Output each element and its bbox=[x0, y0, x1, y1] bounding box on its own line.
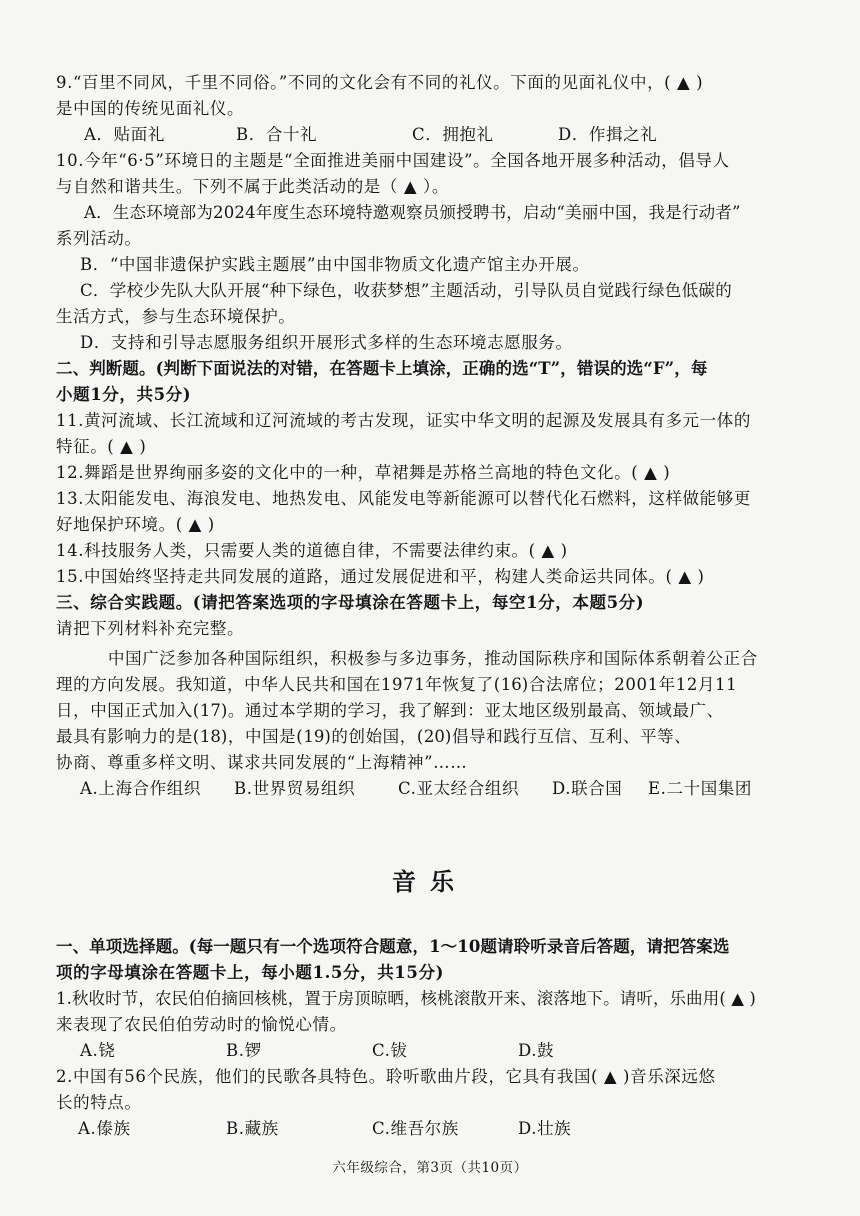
q10-option-c-line2: 生活方式，参与生态环境保护。 bbox=[56, 307, 296, 326]
page-footer: 六年级综合，第3页（共10页） bbox=[332, 1160, 528, 1176]
q10-stem-line2: 与自然和谐共生。下列不属于此类活动的是（ ▲ ）。 bbox=[56, 177, 449, 196]
music-q2-options bbox=[78, 1118, 571, 1140]
q9-option-d: D．作揖之礼 bbox=[558, 125, 658, 144]
blank-20-mark: 20 bbox=[423, 727, 445, 746]
q10-option-b: B．“中国非遗保护实践主题展”由中国非物质文化遗产馆主办开展。 bbox=[80, 255, 590, 274]
passage-option-d: D.联合国 bbox=[552, 779, 623, 798]
music-q1-line2: 来表现了农民伯伯劳动时的愉悦心情。 bbox=[56, 1015, 347, 1034]
passage-option-b: B.世界贸易组织 bbox=[234, 779, 356, 798]
music-q1-option-b: B.锣 bbox=[226, 1041, 262, 1060]
section2-heading-line1: 二、判断题。(判断下面说法的对错，在答题卡上填涂，正确的选“T”，错误的选“F”，每 bbox=[56, 359, 708, 378]
passage-options bbox=[80, 778, 752, 800]
blank-19-mark: 19 bbox=[303, 727, 325, 746]
section2-heading-line2: 小题1分，共5分) bbox=[56, 385, 192, 404]
music-q1-options bbox=[80, 1040, 554, 1062]
music-q2-option-b: B.藏族 bbox=[226, 1119, 279, 1138]
music-section1-heading-line2: 项的字母填涂在答题卡上，每小题1.5分，共15分) bbox=[56, 963, 444, 982]
passage-line4: 最具有影响力的是(18)，中国是(19)的创始国，(20)倡导和践行互信、互利、平等、 bbox=[56, 727, 692, 746]
q11-line1: 11.黄河流域、长江流域和辽河流域的考古发现，证实中华文明的起源及发展具有多元一体的 bbox=[56, 411, 751, 430]
q9-option-c: C．拥抱礼 bbox=[412, 125, 494, 144]
passage-option-c: C.亚太经合组织 bbox=[398, 779, 520, 798]
passage-line5: 协商、尊重多样文明、谋求共同发展的“上海精神”…… bbox=[56, 753, 468, 772]
q10-stem-line1: 10.今年“6·5”环境日的主题是“全面推进美丽中国建设”。全国各地开展多种活动，倡导人 bbox=[56, 151, 730, 170]
music-section-title: 音乐 bbox=[392, 867, 468, 896]
q9-option-b: B．合十礼 bbox=[236, 125, 318, 144]
blank-17-mark: 17 bbox=[199, 701, 221, 720]
music-q2-option-d: D.壮族 bbox=[518, 1119, 572, 1138]
music-q2-line2: 长的特点。 bbox=[56, 1093, 142, 1112]
music-q1-line1: 1.秋收时节，农民伯伯摘回核桃，置于房顶晾晒，核桃滚散开来、滚落地下。请听，乐曲用( ▲ ) bbox=[56, 989, 756, 1008]
q12: 12.舞蹈是世界绚丽多姿的文化中的一种，草裙舞是苏格兰高地的特色文化。( ▲ ) bbox=[56, 463, 671, 482]
passage-option-a: A.上海合作组织 bbox=[80, 779, 201, 798]
passage-line2: 理的方向发展。我知道，中华人民共和国在1971年恢复了(16)合法席位；2001年12月11 bbox=[56, 675, 738, 694]
music-q1-option-a: A.铙 bbox=[80, 1041, 116, 1060]
q14: 14.科技服务人类，只需要人类的道德自律，不需要法律约束。( ▲ ) bbox=[56, 541, 568, 560]
passage-line1: 中国广泛参加各种国际组织，积极参与多边事务，推动国际秩序和国际体系朝着公正合 bbox=[108, 649, 758, 668]
section3-instruction: 请把下列材料补充完整。 bbox=[56, 619, 245, 638]
music-section1-heading-line1: 一、单项选择题。(每一题只有一个选项符合题意，1～10题请聆听录音后答题，请把答案选 bbox=[56, 937, 730, 956]
q15: 15.中国始终坚持走共同发展的道路，通过发展促进和平，构建人类命运共同体。( ▲ ) bbox=[56, 567, 705, 586]
q10-option-a-line1: A．生态环境部为2024年度生态环境特邀观察员颁授聘书，启动“美丽中国，我是行动者” bbox=[84, 203, 741, 222]
blank-16-mark: 16 bbox=[500, 675, 522, 694]
q9-stem-line2: 是中国的传统见面礼仪。 bbox=[56, 99, 245, 118]
music-q2-option-c: C.维吾尔族 bbox=[372, 1119, 459, 1138]
section3-heading: 三、综合实践题。(请把答案选项的字母填涂在答题卡上，每空1分，本题5分) bbox=[56, 593, 645, 612]
q11-line2: 特征。( ▲ ) bbox=[56, 437, 147, 456]
q13-line2: 好地保护环境。( ▲ ) bbox=[56, 515, 215, 534]
music-q1-option-d: D.鼓 bbox=[518, 1041, 555, 1060]
passage-line3: 日，中国正式加入(17)。通过本学期的学习，我了解到：亚太地区级别最高、领域最广、 bbox=[56, 701, 724, 720]
music-q2-line1: 2.中国有56个民族，他们的民歌各具特色。聆听歌曲片段，它具有我国( ▲ )音乐深远悠 bbox=[56, 1067, 716, 1086]
q9-stem-line1: 9.“百里不同风，千里不同俗。”不同的文化会有不同的礼仪。下面的见面礼仪中，( ▲ ) bbox=[56, 73, 704, 92]
blank-18-mark: 18 bbox=[199, 727, 221, 746]
q13-line1: 13.太阳能发电、海浪发电、地热发电、风能发电等新能源可以替代化石燃料，这样做能够更 bbox=[56, 489, 751, 508]
q10-option-c-line1: C．学校少先队大队开展“种下绿色，收获梦想”主题活动，引导队员自觉践行绿色低碳的 bbox=[80, 281, 732, 300]
passage-option-e: E.二十国集团 bbox=[648, 779, 752, 798]
q10-option-d: D．支持和引导志愿服务组织开展形式多样的生态环境志愿服务。 bbox=[80, 333, 573, 352]
q10-option-a-line2: 系列活动。 bbox=[56, 229, 142, 248]
music-q2-option-a: A.傣族 bbox=[78, 1119, 131, 1138]
q9-options bbox=[84, 124, 657, 146]
q9-option-a: A．贴面礼 bbox=[84, 125, 165, 144]
music-q1-option-c: C.钹 bbox=[372, 1041, 408, 1060]
